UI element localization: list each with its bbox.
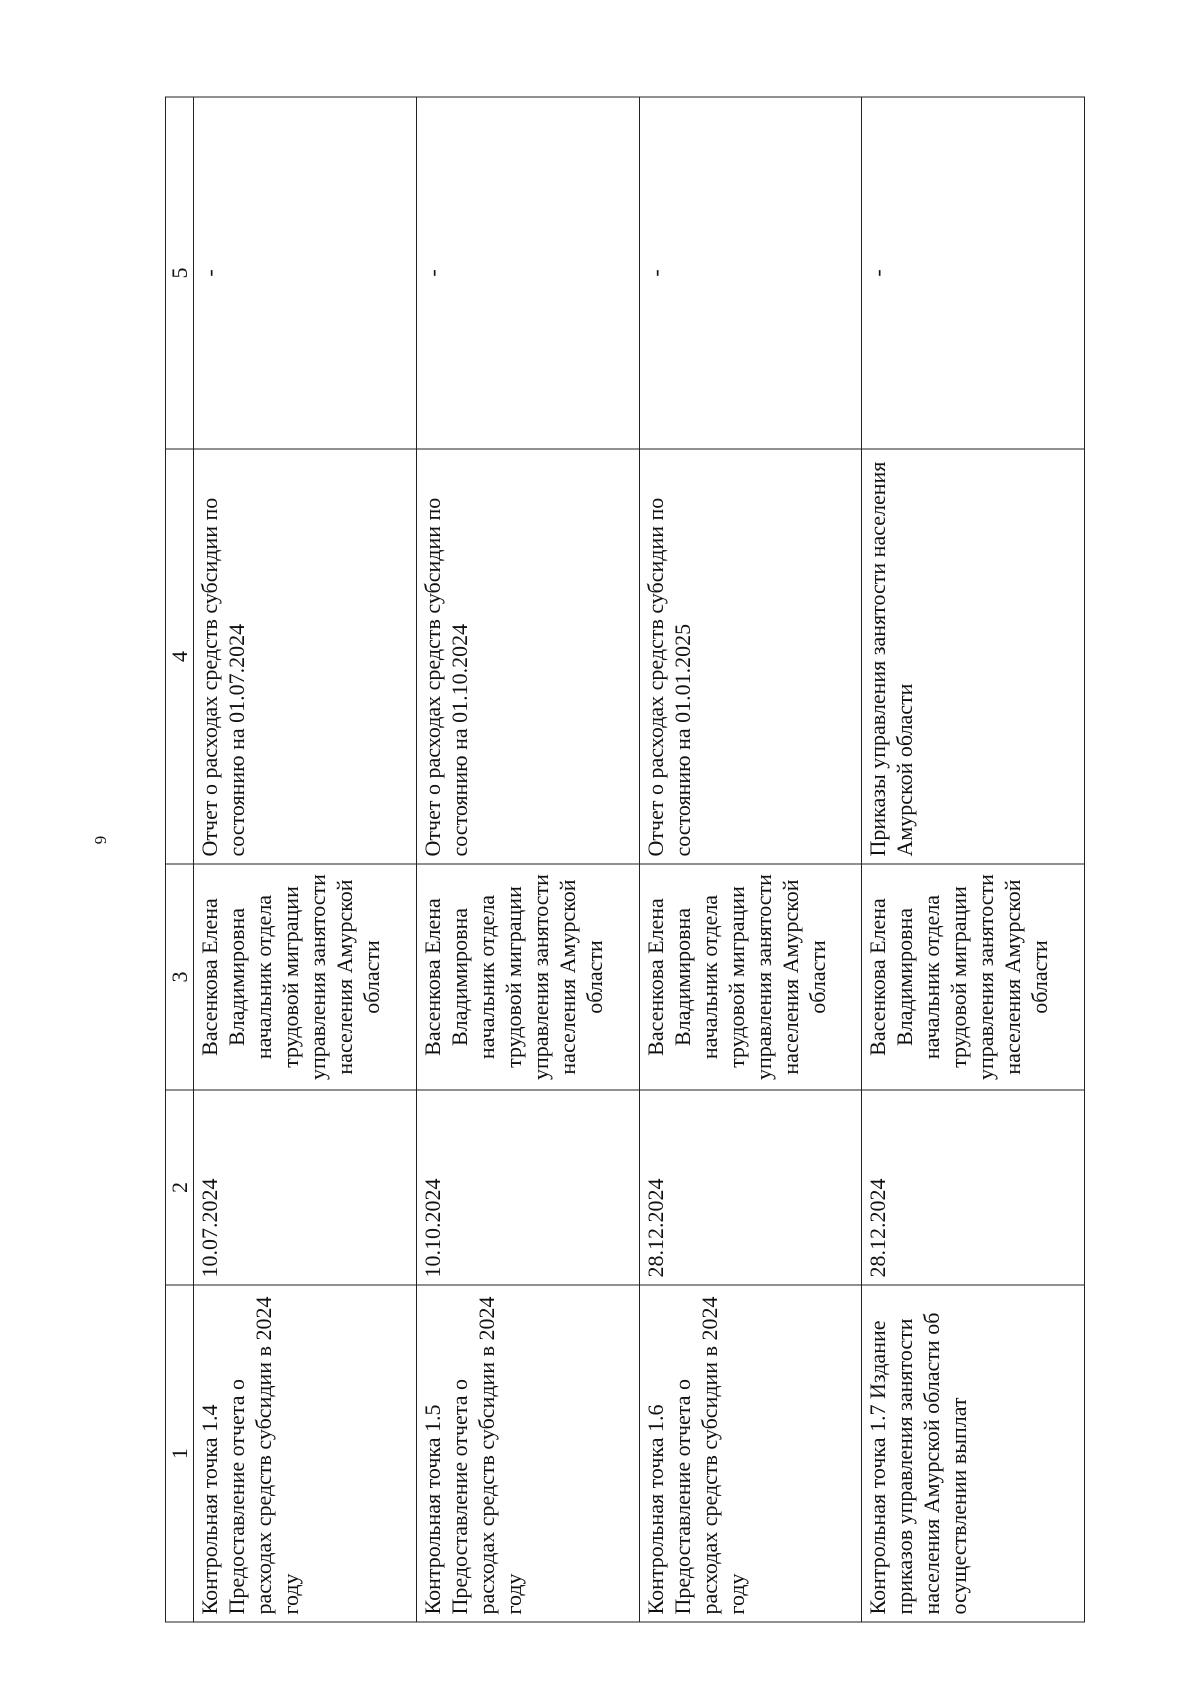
deadline-date: 10.10.2024 <box>416 1090 639 1285</box>
table-row <box>194 97 417 1622</box>
column-5-value: - <box>194 97 417 449</box>
header-row <box>166 97 194 1622</box>
result-document: Отчет о расходах средств субсидии по состоянию на 01.07.2024 <box>194 449 417 864</box>
control-points-table <box>165 97 1085 1623</box>
control-point-description: Контрольная точка 1.4 Предоставление отчета о расходах средств субсидии в 2024 году <box>194 1285 417 1622</box>
page-number: 6 <box>91 835 110 845</box>
responsible-person: Васенкова Елена Владимировна начальник отдела трудовой миграции управления занятости населения Амурской области <box>194 864 417 1090</box>
responsible-person: Васенкова Елена Владимировна начальник отдела трудовой миграции управления занятости населения Амурской области <box>416 864 639 1090</box>
deadline-date: 28.12.2024 <box>862 1090 1085 1285</box>
table-row <box>416 97 639 1622</box>
responsible-person: Васенкова Елена Владимировна начальник отдела трудовой миграции управления занятости населения Амурской области <box>862 864 1085 1090</box>
control-point-description: Контрольная точка 1.6 Предоставление отчета о расходах средств субсидии в 2024 году <box>639 1285 862 1622</box>
column-header-5: 5 <box>166 97 194 449</box>
result-document: Отчет о расходах средств субсидии по состоянию на 01.10.2024 <box>416 449 639 864</box>
deadline-date: 28.12.2024 <box>639 1090 862 1285</box>
column-header-2: 2 <box>166 1090 194 1285</box>
result-document: Отчет о расходах средств субсидии по состоянию на 01.01.2025 <box>639 449 862 864</box>
result-document: Приказы управления занятости населения Амурской области <box>862 449 1085 864</box>
rotated-table-container <box>165 98 1085 1623</box>
column-5-value: - <box>639 97 862 449</box>
column-header-4: 4 <box>166 449 194 864</box>
control-point-description: Контрольная точка 1.5 Предоставление отчета о расходах средств субсидии в 2024 году <box>416 1285 639 1622</box>
responsible-person: Васенкова Елена Владимировна начальник отдела трудовой миграции управления занятости населения Амурской области <box>639 864 862 1090</box>
table-row <box>862 97 1085 1622</box>
deadline-date: 10.07.2024 <box>194 1090 417 1285</box>
column-header-1: 1 <box>166 1285 194 1622</box>
column-5-value: - <box>862 97 1085 449</box>
column-5-value: - <box>416 97 639 449</box>
table-row <box>639 97 862 1622</box>
control-point-description: Контрольная точка 1.7 Издание приказов управления занятости населения Амурской области об осуществлении выплат <box>862 1285 1085 1622</box>
column-header-3: 3 <box>166 864 194 1090</box>
